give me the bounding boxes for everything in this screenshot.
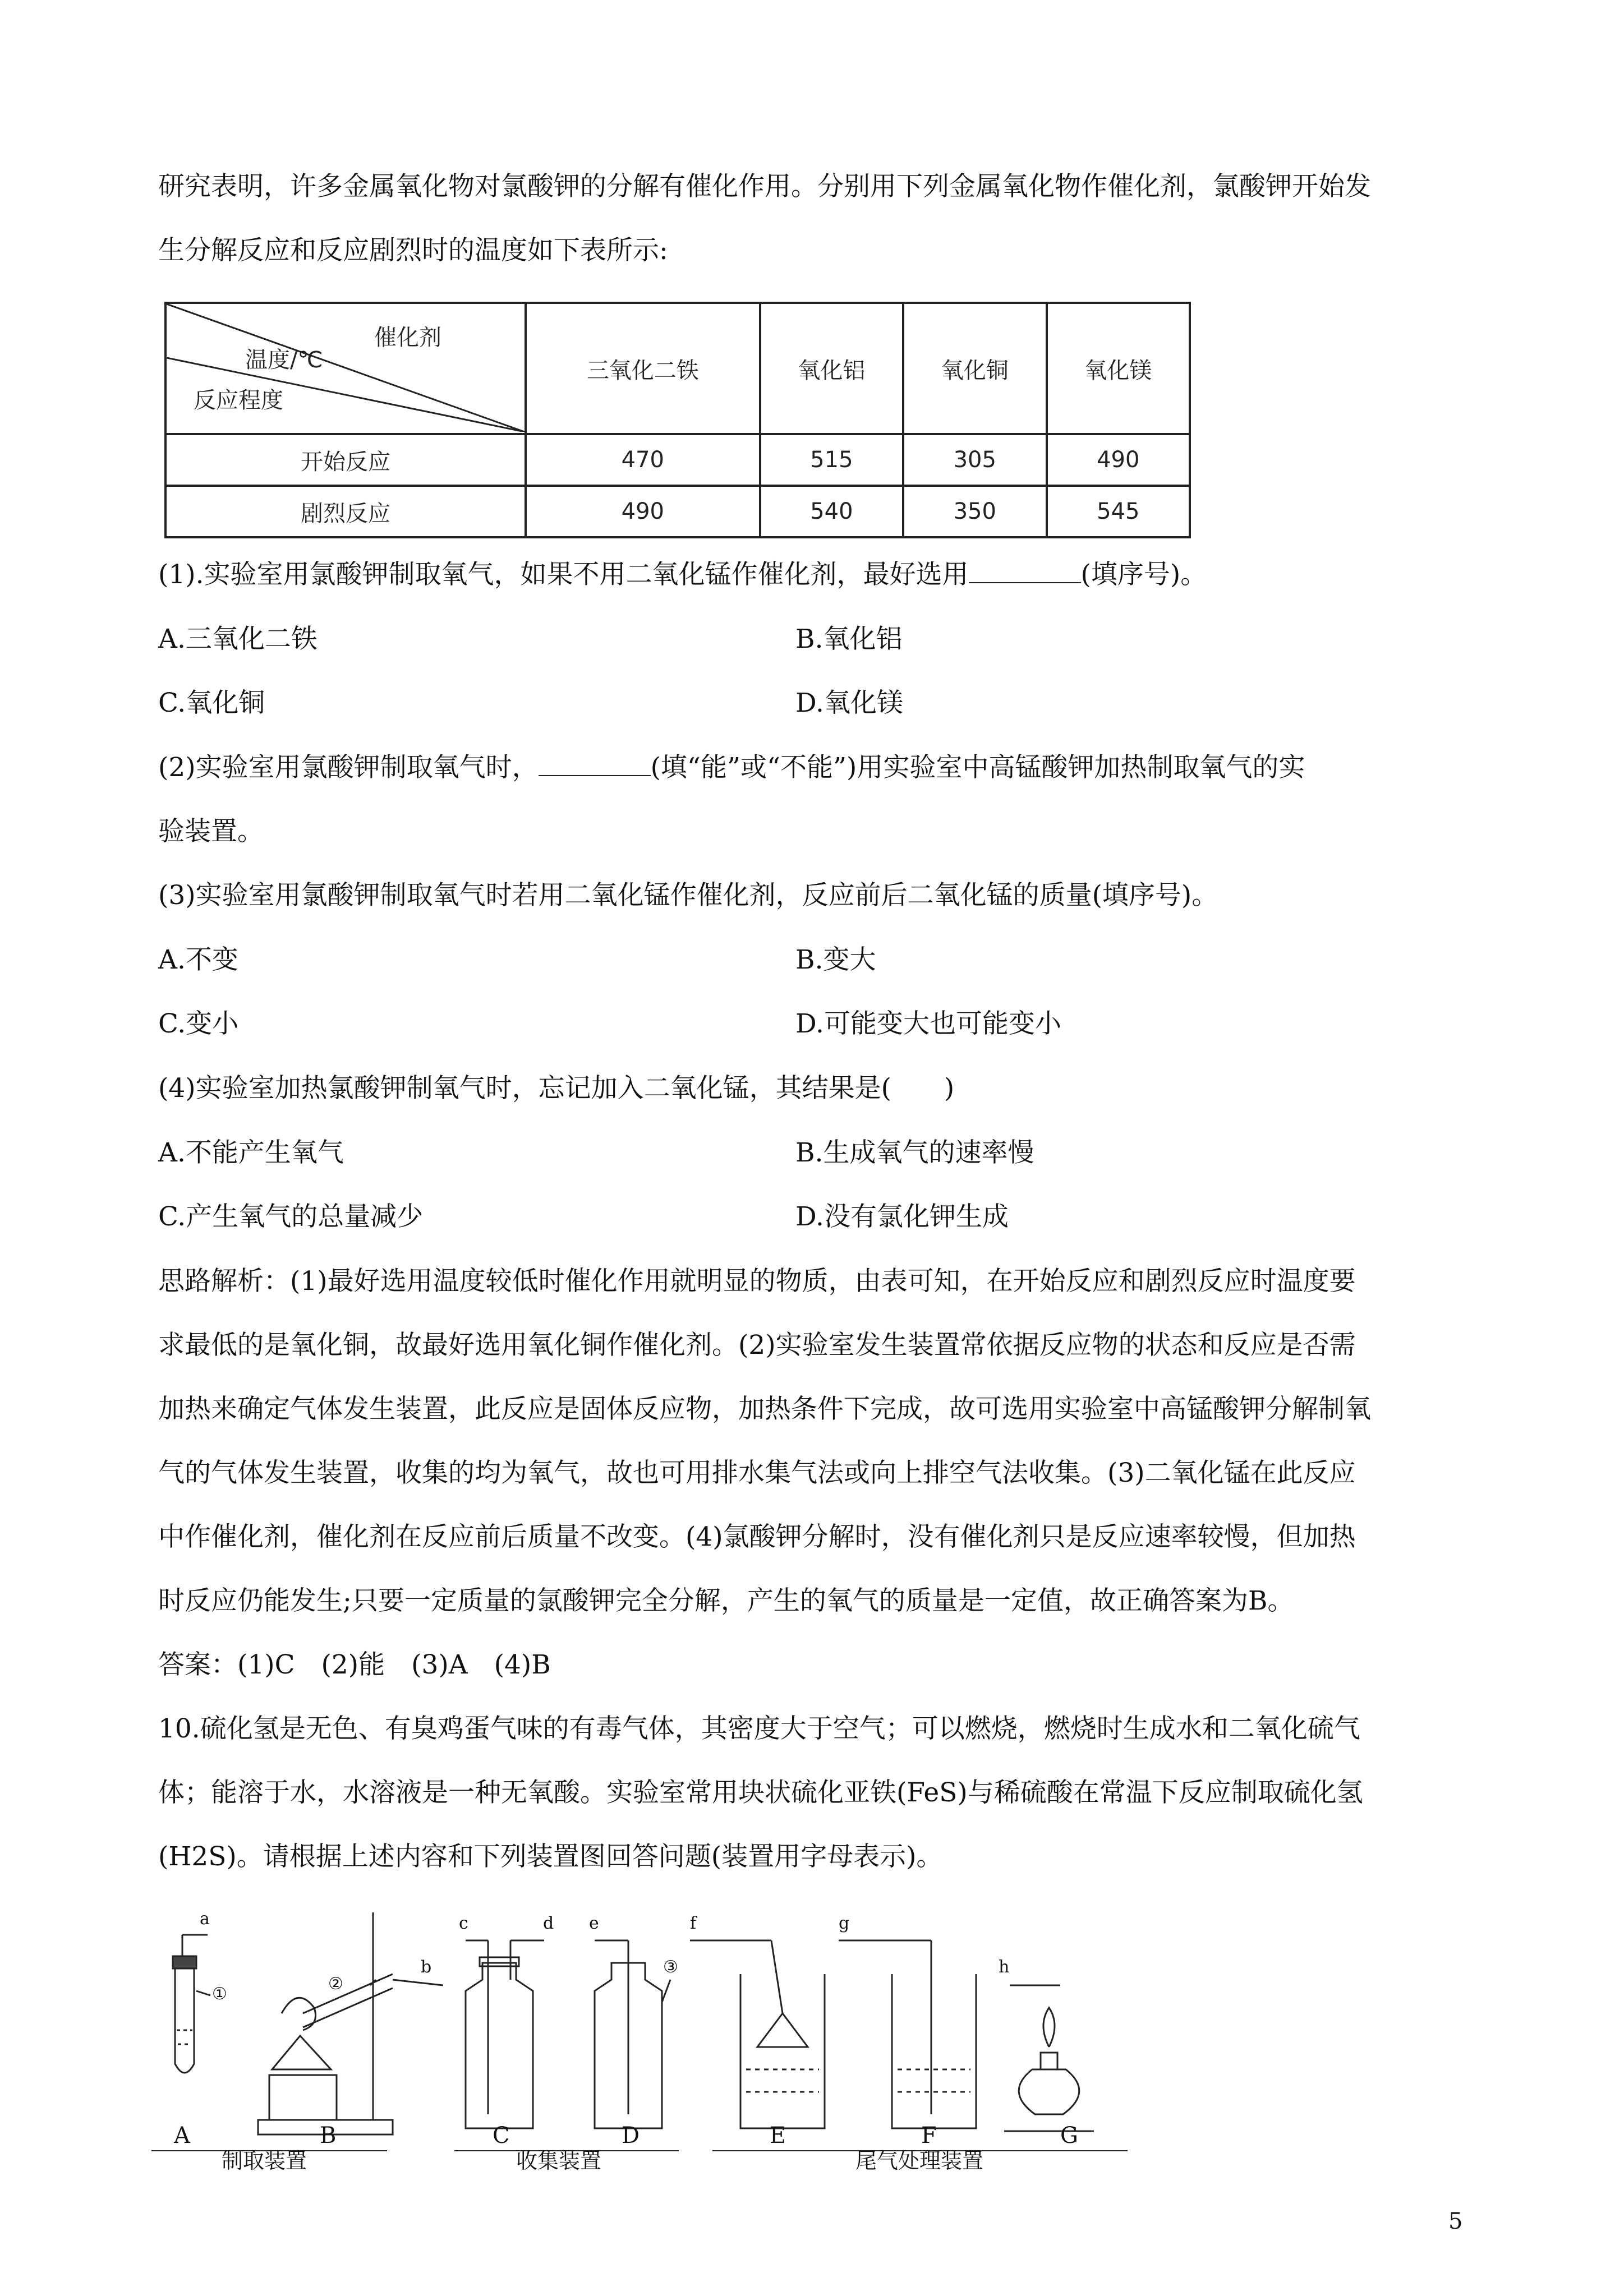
analysis-line-6: 时反应仍能发生;只要一定质量的氯酸钾完全分解，产生的氧气的质量是一定值，故正确答案为B。 <box>158 1585 1294 1616</box>
apparatus-letter-b: B <box>320 2123 337 2149</box>
apparatus-letter-d: D <box>622 2123 640 2149</box>
circled-label-2: ② <box>328 1974 343 1994</box>
apparatus-letter-e: E <box>770 2123 786 2149</box>
cell-value: 545 <box>1047 486 1190 537</box>
q10-line-1: 10.硫化氢是无色、有臭鸡蛋气味的有毒气体，其密度大于空气；可以燃烧，燃烧时生成水和二氧化硫气 <box>158 1713 1360 1744</box>
port-label-g: g <box>839 1914 850 1933</box>
group-label-collection: 收集装置 <box>516 2149 602 2173</box>
apparatus-letter-g: G <box>1060 2123 1078 2149</box>
apparatus-figure <box>151 1901 1128 2173</box>
cell-value: 515 <box>760 434 903 486</box>
port-label-d: d <box>543 1914 554 1933</box>
port-label-a: a <box>200 1909 210 1929</box>
q1-option-c[interactable]: C.氧化铜 <box>158 688 265 718</box>
port-label-f: f <box>690 1914 697 1933</box>
cell-value: 305 <box>903 434 1046 486</box>
header-cuo: 氧化铜 <box>903 303 1046 434</box>
cell-value: 470 <box>526 434 760 486</box>
intro-line-2: 生分解反应和反应剧烈时的温度如下表所示: <box>158 235 668 266</box>
table-row <box>165 486 1190 537</box>
q2-answer-blank[interactable] <box>539 754 651 776</box>
port-label-c: c <box>459 1914 468 1933</box>
q1-option-a[interactable]: A.三氧化二铁 <box>158 624 318 654</box>
q2-stem-suffix: (填“能”或“不能”)用实验室中高锰酸钾加热制取氧气的实 <box>650 752 1305 783</box>
table-row <box>165 434 1190 486</box>
circled-label-1: ① <box>212 1984 227 2004</box>
diag-label-reaction-degree: 反应程度 <box>194 388 283 413</box>
answer-line: 答案：(1)C (2)能 (3)A (4)B <box>158 1649 551 1680</box>
q2-stem-text: (2)实验室用氯酸钾制取氧气时， <box>158 752 539 783</box>
q2-stem-line-2: 验装置。 <box>158 816 264 847</box>
q2-stem <box>158 736 1476 800</box>
q1-option-b[interactable]: B.氧化铝 <box>795 624 903 654</box>
q1-stem <box>158 543 1476 607</box>
q10-line-2: 体；能溶于水，水溶液是一种无氧酸。实验室常用块状硫化亚铁(FeS)与稀硫酸在常温下反应制取硫化氢 <box>158 1777 1363 1808</box>
diag-label-catalyst: 催化剂 <box>374 325 441 351</box>
q4-option-c[interactable]: C.产生氧气的总量减少 <box>158 1201 424 1232</box>
q3-option-b[interactable]: B.变大 <box>795 944 876 975</box>
q10-line-3: (H2S)。请根据上述内容和下列装置图回答问题(装置用字母表示)。 <box>158 1841 943 1872</box>
cell-value: 490 <box>526 486 760 537</box>
cell-value: 540 <box>760 486 903 537</box>
apparatus-letter-c: C <box>493 2123 510 2149</box>
analysis-line-5: 中作催化剂，催化剂在反应前后质量不改变。(4)氯酸钾分解时，没有催化剂只是反应速率较慢，但加热 <box>158 1522 1356 1552</box>
q4-option-d[interactable]: D.没有氯化钾生成 <box>795 1201 1009 1232</box>
cell-value: 350 <box>903 486 1046 537</box>
analysis-line-1: 思路解析：(1)最好选用温度较低时催化作用就明显的物质，由表可知，在开始反应和剧烈反应时温度要 <box>158 1266 1356 1297</box>
q1-stem-text: (1).实验室用氯酸钾制取氧气，如果不用二氧化锰作催化剂，最好选用 <box>158 559 969 590</box>
group-label-tail-gas: 尾气处理装置 <box>855 2149 984 2173</box>
q4-option-a[interactable]: A.不能产生氧气 <box>158 1137 344 1168</box>
page-number: 5 <box>1448 2209 1463 2234</box>
analysis-line-3: 加热来确定气体发生装置，此反应是固体反应物，加热条件下完成，故可选用实验室中高锰酸钾分解制氧 <box>158 1394 1371 1424</box>
group-label-preparation: 制取装置 <box>222 2149 307 2173</box>
analysis-line-2: 求最低的是氧化铜，故最好选用氧化铜作催化剂。(2)实验室发生装置常依据反应物的状态和反应是否需 <box>158 1330 1356 1361</box>
intro-line-1: 研究表明，许多金属氧化物对氯酸钾的分解有催化作用。分别用下列金属氧化物作催化剂，氯酸钾开始发 <box>158 171 1371 202</box>
q4-option-b[interactable]: B.生成氧气的速率慢 <box>795 1137 1034 1168</box>
port-label-e: e <box>589 1914 599 1933</box>
apparatus-letter-a: A <box>174 2123 190 2149</box>
diagonal-header-cell <box>165 303 526 434</box>
row-label-start: 开始反应 <box>165 434 526 486</box>
row-label-violent: 剧烈反应 <box>165 486 526 537</box>
q3-option-c[interactable]: C.变小 <box>158 1008 239 1039</box>
catalyst-table <box>164 302 1191 538</box>
q3-option-d[interactable]: D.可能变大也可能变小 <box>795 1008 1061 1039</box>
apparatus-letter-f: F <box>921 2123 937 2149</box>
header-fe2o3: 三氧化二铁 <box>526 303 760 434</box>
circled-label-3: ③ <box>663 1957 678 1977</box>
q1-answer-blank[interactable] <box>969 561 1081 583</box>
port-label-b: b <box>421 1957 432 1977</box>
header-mgo: 氧化镁 <box>1047 303 1190 434</box>
port-label-h: h <box>999 1957 1010 1977</box>
q1-stem-suffix: (填序号)。 <box>1080 559 1207 590</box>
q3-stem: (3)实验室用氯酸钾制取氧气时若用二氧化锰作催化剂，反应前后二氧化锰的质量(填序号)。 <box>158 880 1218 911</box>
cell-value: 490 <box>1047 434 1190 486</box>
analysis-line-4: 气的气体发生装置，收集的均为氧气，故也可用排水集气法或向上排空气法收集。(3)二氧化锰在此反应 <box>158 1458 1356 1488</box>
diag-label-temperature: 温度/℃ <box>245 347 323 373</box>
q4-stem: (4)实验室加热氯酸钾制氧气时，忘记加入二氧化锰，其结果是( ) <box>158 1073 955 1104</box>
q1-option-d[interactable]: D.氧化镁 <box>795 688 903 718</box>
q3-option-a[interactable]: A.不变 <box>158 944 238 975</box>
header-al2o3: 氧化铝 <box>760 303 903 434</box>
